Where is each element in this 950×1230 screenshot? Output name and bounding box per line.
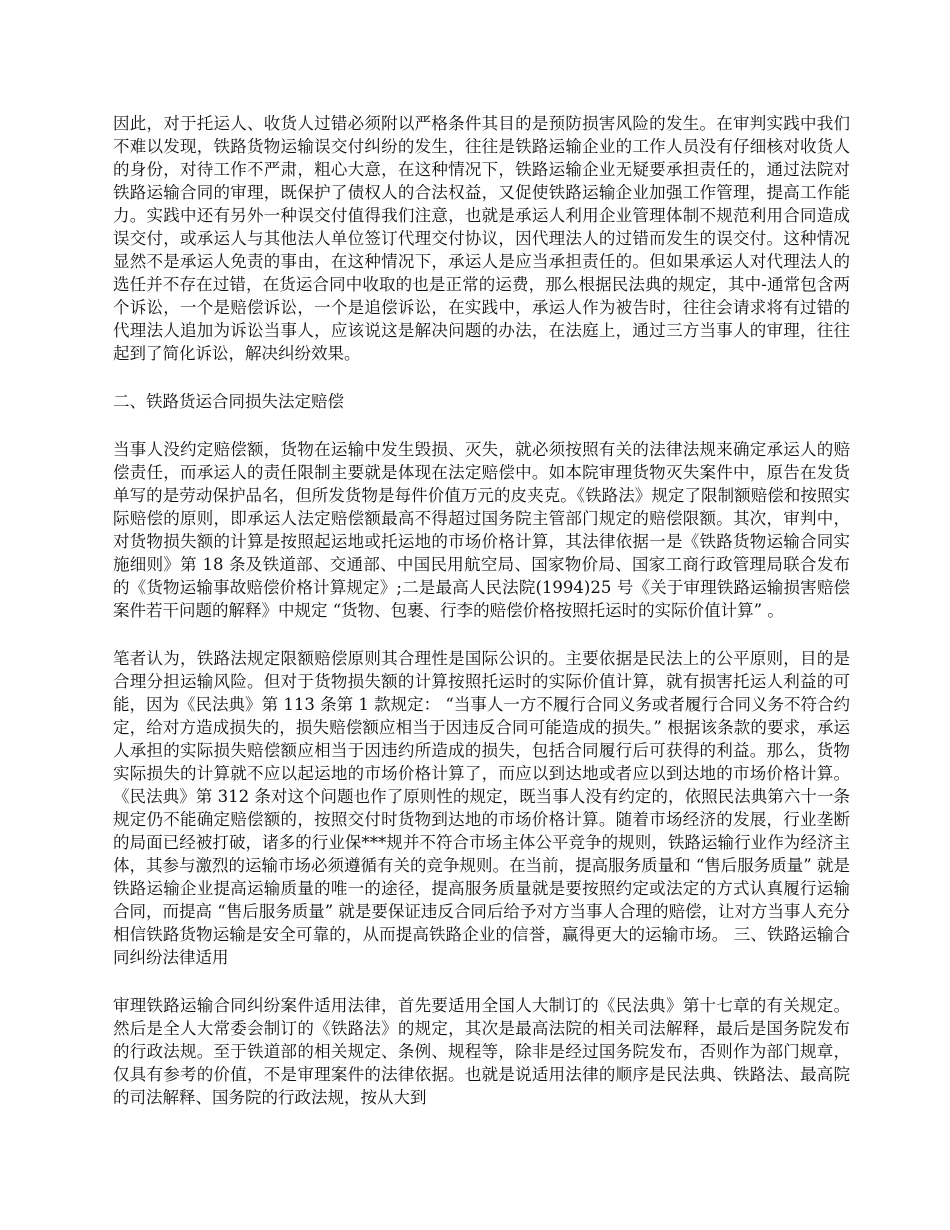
document-body (113, 112, 850, 1134)
paragraph-author-opinion: 笔者认为，铁路法规定限额赔偿原则其合理性是国际公识的。主要依据是民法上的公平原则，目的是合理分担运输风险。但对于货物损失额的计算按照托运时的实际价值计算，就有损害托运人利益的可能，因为《民法典》第 113 条第 1 款规定： “当事人一方不履行合同义务或者履行合同义务不符合约定，给对方造成损失的，损失赔偿额应相当于因违反合同可能造成的损失。” 根据该条款的要求，承运人承担的实际损失赔偿额应相当于因违约所造成的损失，包括合同履行后可获得的利益。那么，货物实际损失的计算就不应以起运地的市场价格计算了，而应以到达地或者应以到达地的市场价格计算。《民法典》第 312 条对这个问题也作了原则性的规定，既当事人没有约定的，依照民法典第六十一条规定仍不能确定赔偿额的，按照交付时货物到达地的市场价格计算。随着市场经济的发展，行业垄断的局面已经被打破，诸多的行业保***规并不符合市场主体公平竞争的规则，铁路运输行业作为经济主体，其参与激烈的运输市场必须遵循有关的竞争规则。在当前，提高服务质量和 “售后服务质量” 就是铁路运输企业提高运输质量的唯一的途径，提高服务质量就是要按照约定或法定的方式认真履行运输合同，而提高 “售后服务质量” 就是要保证违反合同后给予对方当事人合理的赔偿，让对方当事人充分相信铁路货物运输是安全可靠的，从而提高铁路企业的信誉，赢得更大的运输市场。 三、铁路运输合同纠纷法律适用 (113, 649, 850, 967)
paragraph-law-application: 审理铁路运输合同纠纷案件适用法律，首先要适用全国人大制订的《民法典》第十七章的有关规定。然后是全人大常委会制订的《铁路法》的规定，其次是最高法院的相关司法解释，最后是国务院发布的行政法规。至于铁道部的相关规定、条例、规程等，除非是经过国务院发布，否则作为部门规章，仅具有参考的价值，不是审理案件的法律依据。也就是说适用法律的顺序是民法典、铁路法、最高院的司法解释、国务院的行政法规，按从大到 (113, 996, 850, 1107)
section-heading-statutory-compensation: 二、铁路货运合同损失法定赔偿 (113, 392, 344, 411)
paragraph-statutory-compensation: 当事人没约定赔偿额，货物在运输中发生毁损、灭失，就必须按照有关的法律法规来确定承运人的赔偿责任，而承运人的责任限制主要就是体现在法定赔偿中。如本院审理货物灭失案件中，原告在发货单写的是劳动保护品名，但所发货物是每件价值万元的皮夹克。《铁路法》规定了限制额赔偿和按照实际赔偿的原则，即承运人法定赔偿额最高不得超过国务院主管部门规定的赔偿限额。其次，审判中，对货物损失额的计算是按照起运地或托运地的市场价格计算，其法律依据一是《铁路货物运输合同实施细则》第 18 条及铁道部、交通部、中国民用航空局、国家物价局、国家工商行政管理局联合发布的《货物运输事故赔偿价格计算规定》;二是最高人民法院(1994)25 号《关于审理铁路运输损害赔偿案件若干问题的解释》中规定 “货物、包裹、行李的赔偿价格按照托运时的实际价值计算” 。 (113, 440, 850, 620)
paragraph-misdelivery-liability: 因此，对于托运人、收货人过错必须附以严格条件其目的是预防损害风险的发生。在审判实践中我们不难以发现，铁路货物运输误交付纠纷的发生，往往是铁路运输企业的工作人员没有仔细核对收货人的身份，对待工作不严肃，粗心大意，在这种情况下，铁路运输企业无疑要承担责任的，通过法院对铁路运输合同的审理，既保护了债权人的合法权益，又促使铁路运输企业加强工作管理，提高工作能力。实践中还有另外一种误交付值得我们注意，也就是承运人利用企业管理体制不规范利用合同造成误交付，或承运人与其他法人单位签订代理交付协议，因代理法人的过错而发生的误交付。这种情况显然不是承运人免责的事由，在这种情况下，承运人是应当承担责任的。但如果承运人对代理法人的选任并不存在过错，在货运合同中收取的也是正常的运费，那么根据民法典的规定，其中-通常包含两个诉讼，一个是赔偿诉讼，一个是追偿诉讼，在实践中，承运人作为被告时，往往会请求将有过错的代理法人追加为诉讼当事人，应该说这是解决问题的办法，在法庭上，通过三方当事人的审理，往往起到了简化诉讼，解决纠纷效果。 (113, 114, 850, 363)
